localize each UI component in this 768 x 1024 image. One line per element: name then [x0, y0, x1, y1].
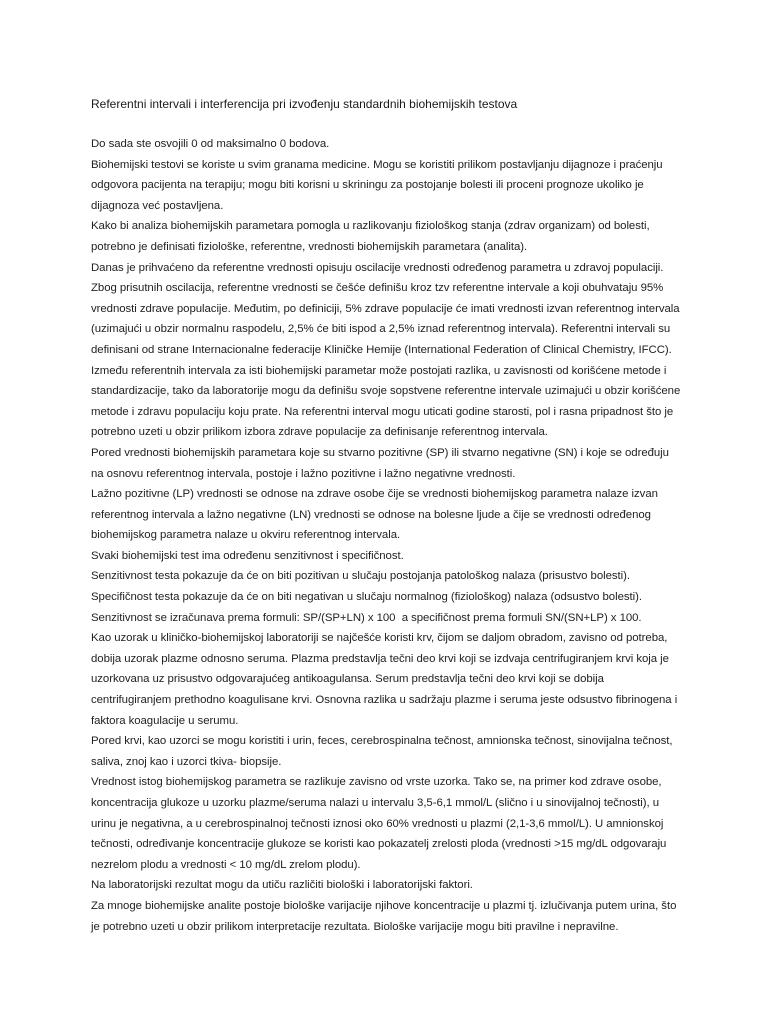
paragraph: Lažno pozitivne (LP) vrednosti se odnose na zdrave osobe čije se vrednosti biohemijskog parametra nalaze izvan referentnog intervala a lažno negativne (LN) vrednosti se odnose na bolesne ljude a čije se vrednosti određenog biohemijskog parametra nalaze u okviru referentnog intervala.	[91, 488, 658, 542]
paragraph: Kako bi analiza biohemijskih parametara pomogla u razlikovanju fiziološkog stanja (zdrav organizam) od bolesti, potrebno je definisati fiziološke, referentne, vrednosti biohemijskih parametara (analita).	[91, 220, 650, 253]
paragraph-formula: Senzitivnost se izračunava prema formuli: SP/(SP+LN) x 100 a specifičnost prema formuli SN/(SN+LP) x 100.	[91, 611, 642, 624]
paragraph: Svaki biohemijski test ima određenu senzitivnost i specifičnost.	[91, 549, 404, 562]
paragraph-score: Do sada ste osvojili 0 od maksimalno 0 bodova.	[91, 138, 330, 150]
paragraph: Specifičnost testa pokazuje da će on biti negativan u slučaju normalnog (fiziološkog) nalaza (odsustvo bolesti).	[91, 591, 642, 604]
paragraph: Na laboratorijski rezultat mogu da utiču različiti biološki i laboratorijski faktori.	[91, 879, 473, 892]
paragraph: Za mnoge biohemijske analite postoje biološke varijacije njihove koncentracije u plazmi tj. izlučivanja putem urina, što je potrebno uzeti u obzir prilikom interpretacije rezultata. Biološke varijacije mogu biti pravilne i nepravilne.	[91, 899, 677, 933]
paragraph: Vrednost istog biohemijskog parametra se razlikuje zavisno od vrste uzorka. Tako se, na primer kod zdrave osobe, koncentracija glukoze u uzorku plazme/seruma nalazi u intervalu 3,5-6,1 mmol/L (slično i u sinovijalnoj tečnosti), u urinu je negativna, a u cerebrospinalnoj tečnosti iznosi oko 60% vrednosti u plazmi (2,1-3,6 mmol/L). U amnionskoj tečnosti, određivanje koncentracije glukoze se koristi kao pokazatelj zrelosti ploda (vrednosti >15 mg/dL odgovaraju nezrelom plodu a vrednosti < 10 mg/dL zrelom plodu).	[91, 776, 667, 871]
paragraph: Pored krvi, kao uzorci se mogu koristiti i urin, feces, cerebrospinalna tečnost, amnionska tečnost, sinovijalna tečnost, saliva, znoj kao i uzorci tkiva- biopsije.	[91, 735, 673, 768]
paragraph: Biohemijski testovi se koriste u svim granama medicine. Mogu se koristiti prilikom postavljanju dijagnoze i praćenju odgovora pacijenta na terapiju; mogu biti korisni u skriningu za postojanje bolesti ili proceni prognoze ukoliko je dijagnoza već postavljena.	[91, 158, 663, 212]
paragraph: Danas je prihvaćeno da referentne vrednosti opisuju oscilacije vrednosti određenog parametra u zdravoj populaciji. Zbog prisutnih oscilacija, referentne vrednosti se češće definišu kroz tzv referentne intervale a koji obuhvataju 95% vrednosti zdrave populacije. Međutim, po definiciji, 5% zdrave populacije će imati vrednosti izvan referentnog intervala (uzimajući u obzir normalnu raspodelu, 2,5% će biti ispod a 2,5% iznad referentnog intervala). Referentni intervali su definisani od strane Internacionalne federacije Kliničke Hemije (International Federation of Clinical Chemistry, IFCC). Između referentnih intervala za isti biohemijski parametar može postojati razlika, u zavisnosti od korišćene metode i standardizacije, tako da laboratorije mogu da definišu svoje sopstvene referentne intervale uzimajući u obzir korišćene metode i zdravu populaciju koju prate. Na referentni interval mogu uticati godine starosti, pol i rasna pripadnost što je potrebno uzeti u obzir prilikom izbora zdrave populacije za definisanje referentnog intervala.	[91, 261, 681, 439]
paragraph: Kao uzorak u kliničko-biohemijskoj laboratoriji se najčešće koristi krv, čijom se daljom obradom, zavisno od potreba, dobija uzorak plazme odnosno seruma. Plazma predstavlja tečni deo krvi koji se izdvaja centrifugiranjem krvi koja je uzorkovana uz prisustvo odgovarajućeg antikoagulansa. Serum predstavlja tečni deo krvi koji se dobija centrifugiranjem prethodno koagulisane krvi. Osnovna razlika u sadržaju plazme i seruma jeste odsustvo fibrinogena i faktora koagulacije u serumu.	[91, 632, 678, 727]
document-title: Referentni intervali i interferencija pri izvođenju standardnih biohemijskih testova	[91, 97, 518, 111]
document-page	[91, 96, 681, 937]
paragraph: Senzitivnost testa pokazuje da će on biti pozitivan u slučaju postojanja patološkog nalaza (prisustvo bolesti).	[91, 570, 630, 583]
paragraph: Pored vrednosti biohemijskih parametara koje su stvarno pozitivne (SP) ili stvarno negativne (SN) i koje se određuju na osnovu referentnog intervala, postoje i lažno pozitivne i lažno negativne vrednosti.	[91, 446, 669, 480]
document-body	[91, 134, 681, 937]
